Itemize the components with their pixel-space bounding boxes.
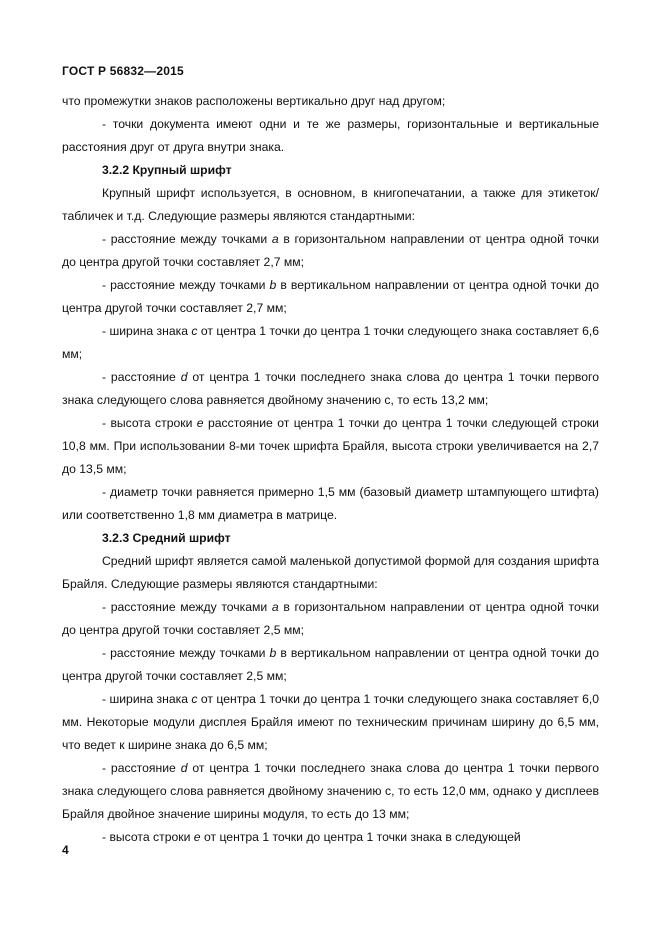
- paragraph: - диаметр точки равняется примерно 1,5 мм (базовый диаметр штампующего штифта) или соответственно 1,8 мм диаметра в матрице.: [62, 485, 599, 522]
- paragraph: Средний шрифт является самой маленькой допустимой формой для создания шрифта Брайля. Следующие размеры являются стандартными:: [62, 554, 599, 591]
- paragraph: что промежутки знаков расположены вертикально друг над другом;: [62, 94, 446, 108]
- paragraph: - расстояние d от центра 1 точки последнего знака слова до центра 1 точки первого знака следующего слова равняется двойному значению с, то есть 12,0 мм, однако у дисплеев Брайля двойное значение ширины модуля, то есть до 13 мм;: [62, 761, 599, 821]
- document-header: ГОСТ Р 56832—2015: [62, 64, 184, 78]
- section-heading: 3.2.3 Средний шрифт: [102, 531, 231, 545]
- paragraph: - ширина знака с от центра 1 точки до центра 1 точки следующего знака составляет 6,6 мм;: [62, 324, 600, 361]
- paragraph: Крупный шрифт используется, в основном, в книгопечатании, а также для этикеток/табличек и т.д. Следующие размеры являются стандартными:: [62, 186, 599, 223]
- paragraph: - высота строки e от центра 1 точки до центра 1 точки знака в следующей: [102, 830, 521, 844]
- paragraph: - высота строки e расстояние от центра 1 точки до центра 1 точки следующей строки 10,8 мм. При использовании 8-ми точек шрифта Брайля, высота строки увеличивается на 2,7 до 13,5 мм;: [62, 416, 599, 476]
- paragraph: - расстояние d от центра 1 точки последнего знака слова до центра 1 точки первого знака следующего слова равняется двойному значению с, то есть 13,2 мм;: [62, 370, 599, 407]
- page-number: 4: [62, 843, 69, 857]
- paragraph: - расстояние между точками b в вертикальном направлении от центра одной точки до центра другой точки составляет 2,7 мм;: [62, 278, 599, 315]
- paragraph: - расстояние между точками a в горизонтальном направлении от центра одной точки до центра другой точки составляет 2,5 мм;: [62, 600, 599, 637]
- section-heading: 3.2.2 Крупный шрифт: [102, 163, 232, 177]
- paragraph: - ширина знака с от центра 1 точки до центра 1 точки следующего знака составляет 6,0 мм. Некоторые модули дисплея Брайля имеют по техническим причинам ширину до 6,5 мм, что ведет к ширине знака до 6,5 мм;: [62, 692, 600, 752]
- document-body: [62, 90, 599, 849]
- paragraph: - точки документа имеют одни и те же размеры, горизонтальные и вертикальные расстояния друг от друга внутри знака.: [62, 117, 599, 154]
- paragraph: - расстояние между точками a в горизонтальном направлении от центра одной точки до центра другой точки составляет 2,7 мм;: [62, 232, 599, 269]
- paragraph: - расстояние между точками b в вертикальном направлении от центра одной точки до центра другой точки составляет 2,5 мм;: [62, 646, 599, 683]
